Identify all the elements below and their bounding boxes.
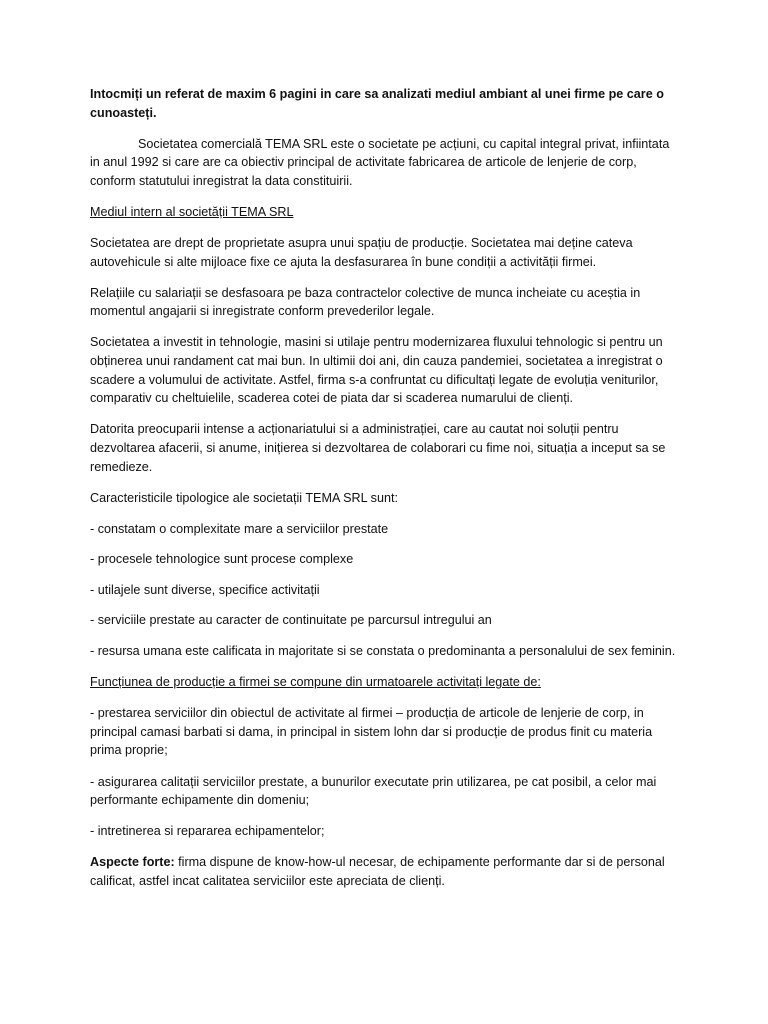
strengths-text: firma dispune de know-how-ul necesar, de echipamente performante dar si de personal calificat, astfel incat calitatea serviciilor este apreciata de clienți. xyxy=(90,855,665,888)
strengths-paragraph xyxy=(90,853,680,890)
paragraph-employee-relations: Relațiile cu salariații se desfasoara pe baza contractelor colective de munca incheiate cu aceștia in momentul angajarii si inregistrate conform prevederilor legale. xyxy=(90,285,641,319)
intro-paragraph: Societatea comercială TEMA SRL este o societate pe acțiuni, cu capital integral privat, infiintata in anul 1992 si care are ca obiectiv principal de activitate fabricarea de articole de lenjerie de corp, conform statutului inregistrat la data constituirii. xyxy=(90,136,670,188)
list-item: - intretinerea si repararea echipamentelor; xyxy=(90,824,325,839)
document-title: Intocmiți un referat de maxim 6 pagini in care sa analizati mediul ambiant al unei firme pe care o cunoasteți. xyxy=(90,87,664,120)
list-item: - asigurarea calitații serviciilor prestate, a bunurilor executate prin utilizarea, pe cat posibil, a celor mai performante echipamente din domeniu; xyxy=(90,774,657,808)
paragraph-investment: Societatea a investit in tehnologie, masini si utilaje pentru modernizarea fluxului tehnologic si pentru un obținerea unui randament cat mai bun. In ultimii doi ani, din cauza pandemiei, societatea a inregistrat o scadere a volumului de activitate. Astfel, firma s-a confruntat cu dificultați legate de evoluția veniturilor, comparativ cu cheltuielile, scaderea cotei de piata dar si scaderea numarului de clienți. xyxy=(90,335,663,406)
paragraph-shareholders: Datorita preocuparii intense a acționariatului si a administrației, care au cautat noi soluții pentru dezvoltarea afacerii, si anume, inițierea si dezvoltarea de colaborari cu fime noi, situația a inceput sa se remedieze. xyxy=(90,422,666,474)
paragraph-property: Societatea are drept de proprietate asupra unui spațiu de producție. Societatea mai deține cateva autovehicule si alte mijloace fixe ce ajuta la desfasurarea în bune condiții a activității firmei. xyxy=(90,236,633,269)
list-item: - prestarea serviciilor din obiectul de activitate al firmei – producția de articole de lenjerie de corp, in principal camasi barbati si dama, in principal in sistem lohn dar si producție de produs finit cu materia prima proprie; xyxy=(90,706,653,758)
list-item: - resursa umana este calificata in majoritate si se constata o predominanta a personalului de sex feminin. xyxy=(90,644,676,659)
list-item: - procesele tehnologice sunt procese complexe xyxy=(90,552,354,567)
characteristics-intro: Caracteristicile tipologice ale societații TEMA SRL sunt: xyxy=(90,490,398,505)
strengths-label: Aspecte forte: xyxy=(90,855,175,870)
section-heading-production-function: Funcțiunea de producție a firmei se compune din urmatoarele activitați legate de: xyxy=(90,675,541,690)
list-item: - serviciile prestate au caracter de continuitate pe parcursul intregului an xyxy=(90,613,492,628)
section-heading-internal-environment: Mediul intern al societății TEMA SRL xyxy=(90,204,294,219)
list-item: - utilajele sunt diverse, specifice activitații xyxy=(90,582,320,597)
list-item: - constatam o complexitate mare a serviciilor prestate xyxy=(90,521,389,536)
